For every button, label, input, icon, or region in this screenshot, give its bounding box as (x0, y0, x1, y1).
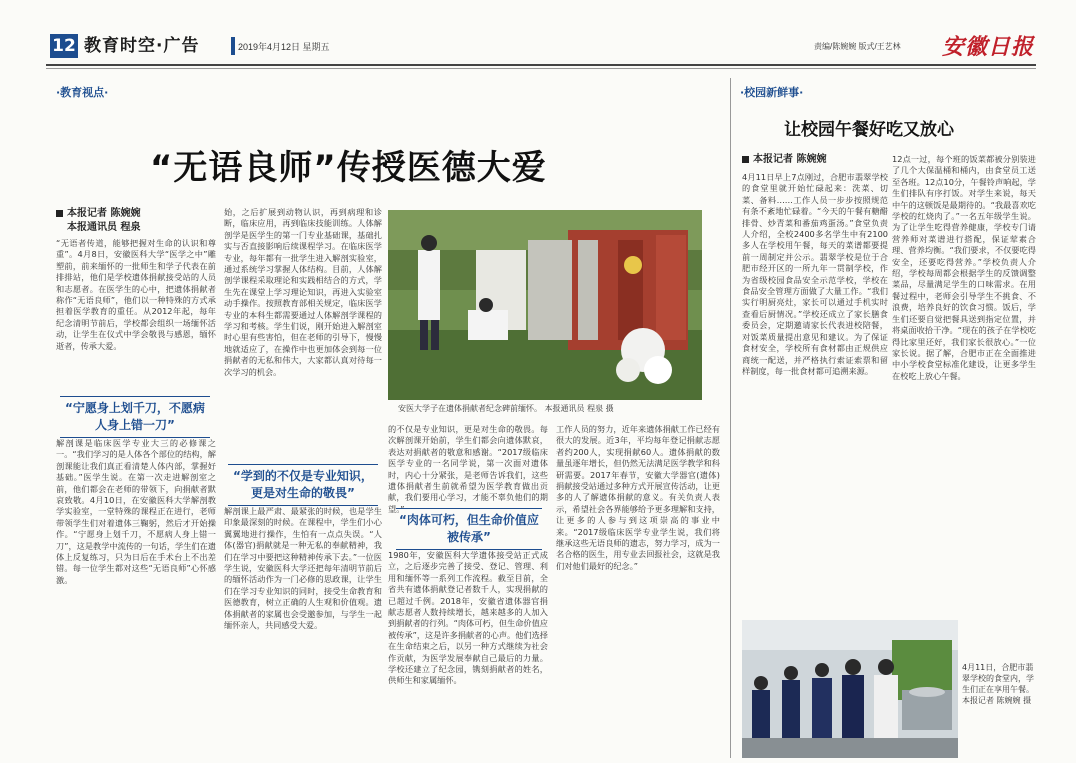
column-divider (730, 78, 731, 758)
article-column-1b: 解剖课是临床医学专业大三的必修课之一。“我们学习的是人体各个部位的结构，解剖课能让我们真正看清楚人体内部，掌握好基础。”医学生说。在第一次走进解剖室之前，他们都会在老师的带领下，向捐献者默哀致敬。4月10日，在安徽医科大学解剖教学实验室，一堂特殊的课程正在进行，老师带领学生们对着遗体三鞠躬，然后才开始操作。“宁愿身上划千刀，不愿病人身上错一刀”，这是教学中流传的一句话，学生们在遗体上反复练习，只为日后在手术台上不出差错。每一位学生都对这些“无语良师”心怀感激。 (56, 438, 216, 585)
cafeteria-photo (742, 620, 958, 758)
subheading-1: “宁愿身上划千刀，不愿病人身上错一刀” (60, 396, 210, 438)
article-column-2: 始，之后扩展到动物认识，再到病理和诊断，临床应用，再到临床技能训练。人体解剖学是医学生的第一门专业基础课，基础扎实与否直接影响后续课程学习。在临床医学专业，每年都有一批学生进入解剖实验室，通过系统学习掌握人体结构。目前，人体解剖学课程采取理论和实践相结合的方式，学生先在课堂上学习理论知识，再进入实验室动手操作。按照教育部相关规定，临床医学专业的本科生都需要通过人体解剖学课程的学习和考核。学生们说，刚开始进入解剖室时心里有些害怕，但在老师的引导下，慢慢地就适应了，在操作中也更加体会到每一位捐献者的无私和伟大，大家都认真对待每一次学习的机会。 (224, 207, 382, 377)
right-photo-caption: 4月11日，合肥市翡翠学校的食堂内，学生们正在享用午餐。 本报记者 陈婉婉 摄 (962, 663, 1034, 705)
subheading-3: “肉体可朽，但生命价值应被传承” (396, 508, 542, 550)
article-headline: “无语良师”传授医德大爱 (150, 148, 547, 188)
article-column-3b: 解剖课上最严肃、最紧张的时候，也是学生印象最深刻的时候。在课程中，学生们小心翼翼地进行操作，生怕有一点点失误。“人体(器官)捐献就是一种无私的奉献精神，我们在学习中要把这种精神传承下去。”一位医学生说，安徽医科大学还把每年清明节前后的缅怀活动作为一门必修的思政课，让学生们在学习专业知识的同时，接受生命教育和医德教育，树立正确的人生观和价值观。遗体捐献者的家属也会受邀参加，与学生一起缅怀亲人，共同感受大爱。 (224, 506, 382, 631)
section-title: 教育时空·广告 (84, 36, 200, 56)
paper-logo: 安徽日报 (942, 34, 1035, 60)
right-byline: 本报记者 陈婉婉 (742, 153, 902, 167)
masthead-rule (46, 64, 1036, 66)
article-column-4: 1980年，安徽医科大学遗体接受站正式成立，之后逐步完善了接受、登记、管理、利用和缅怀等一系列工作流程。截至目前，全省共有遗体捐献登记者数千人，实现捐献的已超过千例。2018年，安徽省遗体器官捐献志愿者人数持续增长，越来越多的人加入到捐献者的行列。“肉体可朽，但生命价值应被传承”，这是许多捐献者的心声。他们选择在生命结束之后，以另一种方式继续为社会作贡献，为医学发展奉献自己最后的力量。学校还建立了纪念园，镌刻捐献者的姓名，供师生和家属缅怀。 (388, 550, 548, 686)
page-number: 12 (50, 34, 78, 58)
editor-credits: 责编/陈婉婉 版式/王艺林 (814, 42, 901, 51)
section-divider (231, 37, 235, 55)
article-byline: 本报记者 陈婉婉 本报通讯员 程泉 (56, 207, 216, 235)
issue-date: 2019年4月12日 星期五 (238, 42, 330, 52)
right-column-tag: ·校园新鲜事· (740, 86, 804, 99)
ceremony-photo (388, 210, 702, 400)
subheading-2: “学到的不仅是专业知识，更是对生命的敬畏” (228, 464, 378, 506)
right-column-1: 4月11日早上7点刚过，合肥市翡翠学校的食堂里就开始忙碌起来：洗菜、切菜、备料……工作人员一步步按照规范有条不紊地忙碌着。“今天的午餐有糖醋排骨、炒青菜和番茄鸡蛋汤。”食堂负责人介绍，全校2400多名学生中有2100多人在学校用午餐，每天的菜谱都要提前一周制定并公示。翡翠学校是位于合肥市经开区的一所九年一贯制学校，作为省级校园食品安全示范学校，学校在食品安全管理方面做了大量工作。“我们实行明厨亮灶，家长可以通过手机实时查看后厨情况。”学校还成立了家长膳食委员会，定期邀请家长代表进校陪餐，对饭菜质量提出意见和建议。为了保证食材安全，学校所有食材都由正规供应商统一配送，并严格执行索证索票和留样制度，每一批食材都可追溯来源。 (742, 172, 888, 376)
photo-caption: 安医大学子在遗体捐献者纪念碑前缅怀。 本报通讯员 程泉 摄 (398, 404, 614, 413)
square-bullet-icon (56, 210, 63, 217)
article-column-3a: 的不仅是专业知识，更是对生命的敬畏。每次解剖课开始前，学生们都会向遗体默哀，表达对捐献者的敬意和感谢。“2017级临床医学专业的一名同学说，第一次面对遗体时，内心十分紧张，是老师告诉我们，这些遗体捐献者生前就希望为医学教育做出贡献，我们要用心学习，才能不辜负他们的期望。” (388, 424, 548, 514)
article-column-5: 工作人员的努力，近年来遗体捐献工作已经有很大的发展。近3年，平均每年登记捐献志愿者约200人，实现捐献60人。遗体捐献的数量虽逐年增长，但仍然无法满足医学教学和科研需要。2017年春节，安徽大学器官(遗体)捐献接受站通过多种方式开展宣传活动，让更多的人了解遗体捐献的意义。有关负责人表示，希望社会各界能够给予更多理解和支持，让更多的人参与到这项崇高的事业中来。“2017级临床医学专业学生说，我们将继承这些无语良师的遗志，努力学习，成为一名合格的医生，用专业去回报社会，这就是我们对他们最好的纪念。” (556, 424, 720, 571)
right-headline: 让校园午餐好吃又放心 (784, 120, 954, 140)
article-column-1a: “无语者传道，能够把握对生命的认识和尊重”。4月8日，安徽医科大学“医学之中”雕塑前，前来缅怀的一批师生和学子代表在前排排站，他们是学校遗体捐献接受站的人员和志愿者。在医学生的心中，把遗体捐献者称作“无语良师”，他们以一种特殊的方式承担着医学教育的重任。从2012年起，每年纪念清明节前后，学校都会组织一场缅怀活动，让学生在仪式中学会敬畏与感恩，缅怀逝者，传承大爱。 (56, 238, 216, 351)
left-column-tag: ·教育视点· (56, 86, 109, 99)
right-column-2: 12点一过，每个班的饭菜都被分别装进了几个大保温桶和桶内，由食堂员工送至各班。12点10分，午餐铃声响起，学生们排队有序打饭。对学生来说，每天中午的这顿饭是最期待的。“我最喜欢吃学校的红烧肉了。”一名五年级学生说。为了让学生吃得营养健康，学校专门请营养师对菜谱进行搭配，保证荤素合理、营养均衡。“我们要求，不仅要吃得安全，还要吃得营养。”学校负责人介绍，学校每周都会根据学生的反馈调整菜品，尽量满足学生的口味需求。在用餐过程中，老师会引导学生不挑食、不浪费，培养良好的饮食习惯。饭后，学生们还要自觉把餐具送到指定位置，并将桌面收拾干净。“现在的孩子在学校吃得比家里还好，我们家长很放心。”一位家长说。据了解，合肥市正在全面推进中小学校食堂标准化建设，让更多学生在校吃上放心午餐。 (892, 154, 1036, 381)
masthead-rule-thin (46, 68, 1036, 69)
square-bullet-icon (742, 156, 749, 163)
